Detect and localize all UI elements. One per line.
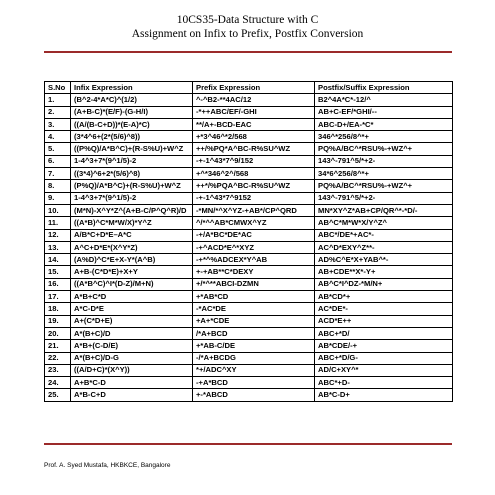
row-number: 18. <box>45 303 71 315</box>
postfix-cell: AD/C+XY^* <box>315 364 453 376</box>
row-number: 14. <box>45 254 71 266</box>
prefix-cell: +*3^46^*2/568 <box>193 131 315 143</box>
postfix-cell: AB*CD*+ <box>315 291 453 303</box>
row-number: 16. <box>45 278 71 290</box>
postfix-cell: AB^C*I^DZ-*M/N+ <box>315 278 453 290</box>
table-row <box>45 204 453 216</box>
infix-cell: A*(B+C)/D <box>71 327 193 339</box>
row-number: 9. <box>45 192 71 204</box>
table-row <box>45 315 453 327</box>
table-row <box>45 192 453 204</box>
table-row <box>45 217 453 229</box>
header-postfix: Postfix/Suffix Expression <box>315 82 453 94</box>
infix-cell: A*B+(C-D/E) <box>71 340 193 352</box>
row-number: 21. <box>45 340 71 352</box>
table-row <box>45 143 453 155</box>
row-number: 11. <box>45 217 71 229</box>
row-number: 13. <box>45 241 71 253</box>
row-number: 6. <box>45 155 71 167</box>
row-number: 12. <box>45 229 71 241</box>
postfix-cell: AC*DE*- <box>315 303 453 315</box>
row-number: 8. <box>45 180 71 192</box>
postfix-cell: AB*C-D+ <box>315 389 453 401</box>
infix-cell: ((A*B^C)^I*(D-Z)/M+N) <box>71 278 193 290</box>
table-header-row <box>45 82 453 94</box>
prefix-cell: +/*^**ABCI-DZMN <box>193 278 315 290</box>
infix-cell: ((3*4)^6+2*(5/6)^8) <box>71 168 193 180</box>
postfix-cell: AB+CDE**X*-Y+ <box>315 266 453 278</box>
row-number: 10. <box>45 204 71 216</box>
prefix-cell: -+A*BCD <box>193 377 315 389</box>
prefix-cell: ^/*^^AB*CMWX^YZ <box>193 217 315 229</box>
table-row <box>45 131 453 143</box>
infix-cell: 1-4^3+7*(9^1/5)-2 <box>71 155 193 167</box>
infix-cell: A+B-(C*D*E)+X+Y <box>71 266 193 278</box>
postfix-cell: AD%C^E*X+YAB^*- <box>315 254 453 266</box>
postfix-cell: AB+C-EF/*GHI/-- <box>315 106 453 118</box>
table-row <box>45 389 453 401</box>
postfix-cell: ABC+*D/ <box>315 327 453 339</box>
table-row <box>45 94 453 106</box>
infix-cell: ((A*B)^C*M*W/X)*Y^Z <box>71 217 193 229</box>
table-row <box>45 377 453 389</box>
infix-cell: A*C-D*E <box>71 303 193 315</box>
postfix-cell: AC^D*EXY^Z**- <box>315 241 453 253</box>
row-number: 4. <box>45 131 71 143</box>
infix-cell: A+(C*D+E) <box>71 315 193 327</box>
postfix-cell: ABC*+D- <box>315 377 453 389</box>
footer-credit: Prof. A. Syed Mustafa, HKBKCE, Bangalore <box>44 462 171 469</box>
table-row <box>45 241 453 253</box>
row-number: 1. <box>45 94 71 106</box>
header-sno: S.No <box>45 82 71 94</box>
prefix-cell: -+/A*BC*DE*AC <box>193 229 315 241</box>
row-number: 23. <box>45 364 71 376</box>
row-number: 20. <box>45 327 71 339</box>
table-row <box>45 278 453 290</box>
postfix-cell: 346^*256/8^*+ <box>315 131 453 143</box>
prefix-cell: **/A+-BCD-EAC <box>193 118 315 130</box>
row-number: 17. <box>45 291 71 303</box>
prefix-cell: +A+*CDE <box>193 315 315 327</box>
row-number: 7. <box>45 168 71 180</box>
table-row <box>45 229 453 241</box>
postfix-cell: AB*CDE/-+ <box>315 340 453 352</box>
infix-cell: (B^2-4*A*C)^(1/2) <box>71 94 193 106</box>
table-row <box>45 327 453 339</box>
prefix-cell: -+-1^43*7^9152 <box>193 192 315 204</box>
prefix-cell: ++/%PQ*A^BC-R%SU^WZ <box>193 143 315 155</box>
table-row <box>45 254 453 266</box>
prefix-cell: ^-^B2-**4AC/12 <box>193 94 315 106</box>
row-number: 22. <box>45 352 71 364</box>
header-rule <box>44 51 452 53</box>
footer-rule <box>44 443 452 445</box>
postfix-cell: 34*6^256/8^*+ <box>315 168 453 180</box>
table-row <box>45 291 453 303</box>
infix-cell: 1-4^3+7*(9^1/5)-2 <box>71 192 193 204</box>
row-number: 5. <box>45 143 71 155</box>
postfix-cell: 143^-791^5/*+2- <box>315 192 453 204</box>
row-number: 2. <box>45 106 71 118</box>
infix-cell: A*B+C*D <box>71 291 193 303</box>
row-number: 15. <box>45 266 71 278</box>
prefix-cell: +*AB*CD <box>193 291 315 303</box>
infix-cell: ((A/D+C)*(X^Y)) <box>71 364 193 376</box>
table-row <box>45 364 453 376</box>
infix-cell: (A+B-C)*(E/F)-(G-H/I) <box>71 106 193 118</box>
table-row <box>45 118 453 130</box>
infix-cell: A+B*C-D <box>71 377 193 389</box>
prefix-cell: *+/ADC^XY <box>193 364 315 376</box>
postfix-cell: AB^C*M*W*X/Y^Z^ <box>315 217 453 229</box>
postfix-cell: 143^-791^5/*+2- <box>315 155 453 167</box>
table-row <box>45 340 453 352</box>
prefix-cell: +*AB-C/DE <box>193 340 315 352</box>
row-number: 19. <box>45 315 71 327</box>
document-title: 10CS35-Data Structure with C <box>176 14 319 26</box>
conversion-table <box>44 81 453 402</box>
table-row <box>45 303 453 315</box>
prefix-cell: -*MN/*^X^YZ-+AB*/CP^QRD <box>193 204 315 216</box>
prefix-cell: -*++ABC/EF/-GHI <box>193 106 315 118</box>
table-row <box>45 180 453 192</box>
infix-cell: (P%Q)/A*B^C)+(R-S%U)+W^Z <box>71 180 193 192</box>
table-row <box>45 106 453 118</box>
infix-cell: (A%D)^C*E+X-Y*(A^B) <box>71 254 193 266</box>
postfix-cell: B2^4A*C*-12/^ <box>315 94 453 106</box>
postfix-cell: PQ%A/BC^*RSU%-+WZ^+ <box>315 180 453 192</box>
table-row <box>45 168 453 180</box>
infix-cell: ((A/(B-C+D))*(E-A)*C) <box>71 118 193 130</box>
table-body <box>45 94 453 401</box>
header-prefix: Prefix Expression <box>193 82 315 94</box>
table-row <box>45 352 453 364</box>
infix-cell: A*(B+C)/D-G <box>71 352 193 364</box>
table-row <box>45 266 453 278</box>
prefix-cell: -+-1^43*7^9/152 <box>193 155 315 167</box>
prefix-cell: -+^ACD*E^*XYZ <box>193 241 315 253</box>
prefix-cell: +-*ABCD <box>193 389 315 401</box>
postfix-cell: PQ%A/BC^*RSU%-+WZ^+ <box>315 143 453 155</box>
infix-cell: A*B-C+D <box>71 389 193 401</box>
prefix-cell: -/*A+BCDG <box>193 352 315 364</box>
header-infix: Infix Expression <box>71 82 193 94</box>
infix-cell: (3*4^6+(2*(5/6)^8)) <box>71 131 193 143</box>
infix-cell: ((P%Q)/A*B^C)+(R-S%U)+W^Z <box>71 143 193 155</box>
postfix-cell: ABC+*D/G- <box>315 352 453 364</box>
prefix-cell: +^*346^2^/568 <box>193 168 315 180</box>
postfix-cell: ACD*E++ <box>315 315 453 327</box>
row-number: 25. <box>45 389 71 401</box>
postfix-cell: ABC*/DE*+AC*- <box>315 229 453 241</box>
infix-cell: A/B*C+D*E–A*C <box>71 229 193 241</box>
infix-cell: A^C+D*E*(X^Y*Z) <box>71 241 193 253</box>
infix-cell: (M*N)-X^Y*Z^(A+B-C/P^Q^R)/D <box>71 204 193 216</box>
prefix-cell: -+*^%ADCEX*Y^AB <box>193 254 315 266</box>
document-subtitle: Assignment on Infix to Prefix, Postfix Conversion <box>131 28 364 40</box>
prefix-cell: ++*/%PQA^BC-R%SU^WZ <box>193 180 315 192</box>
postfix-cell: MN*XY^Z*AB+CP/QR^*-*D/- <box>315 204 453 216</box>
row-number: 24. <box>45 377 71 389</box>
prefix-cell: +-+AB**C*DEXY <box>193 266 315 278</box>
prefix-cell: -*AC*DE <box>193 303 315 315</box>
table-row <box>45 155 453 167</box>
postfix-cell: ABC-D+/EA-*C* <box>315 118 453 130</box>
row-number: 3. <box>45 118 71 130</box>
prefix-cell: /*A+BCD <box>193 327 315 339</box>
